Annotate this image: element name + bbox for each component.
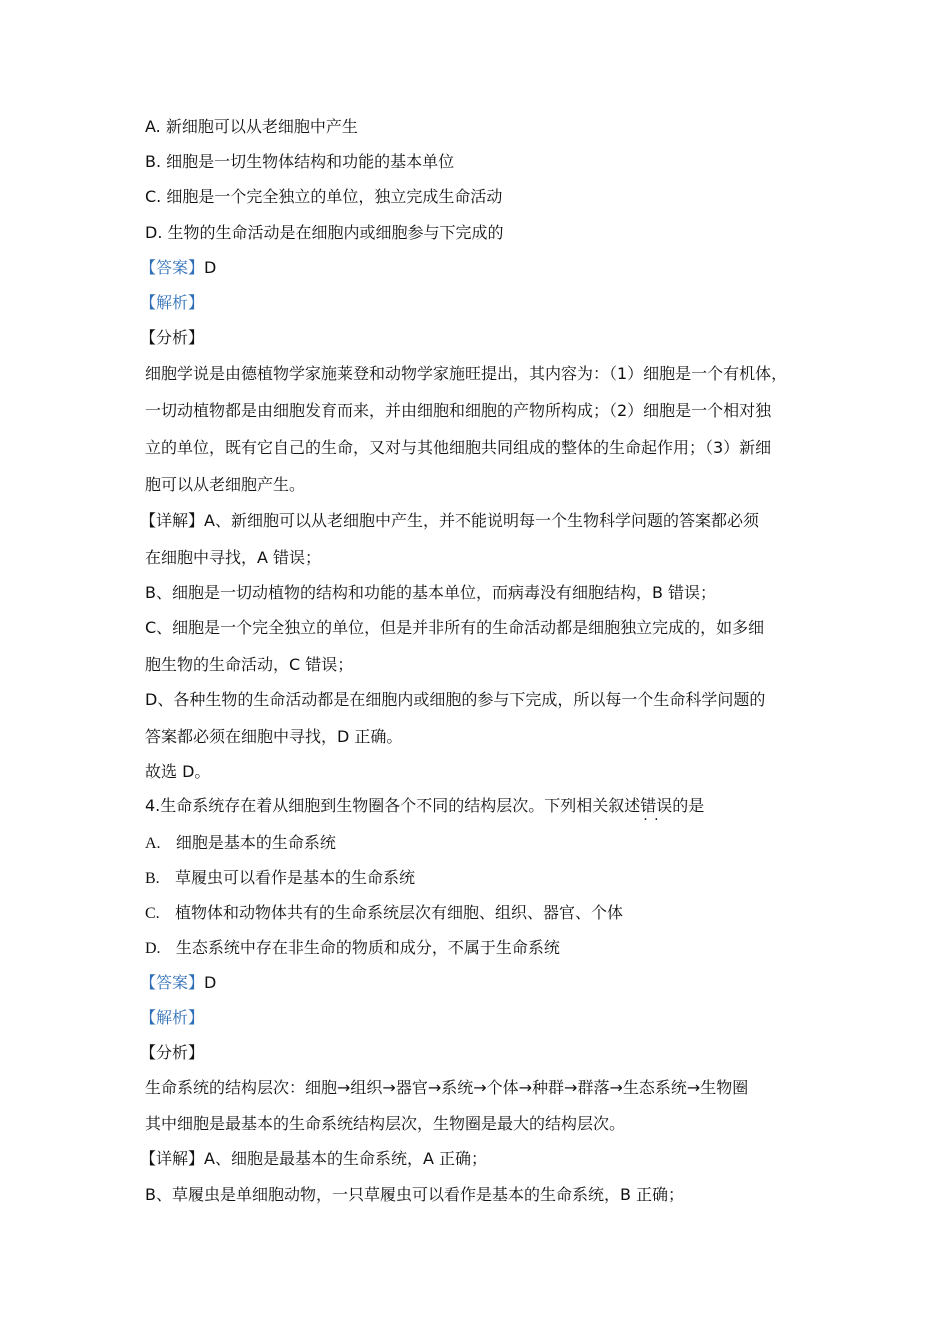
q4-stem — [145, 795, 704, 817]
q3-jiexi-label: 【解析】 — [140, 293, 205, 312]
q4-option-b-letter: B. — [145, 870, 160, 887]
q4-fenxi-label: 【分析】 — [140, 1043, 205, 1062]
q3-option-c: C. 细胞是一个完全独立的单位，独立完成生命活动 — [145, 187, 503, 206]
q4-answer-value: D — [204, 973, 217, 992]
q3-detail-line-5: 胞生物的生命活动，C 错误； — [145, 655, 354, 674]
q3-fenxi-line-3: 立的单位，既有它自己的生命，又对与其他细胞共同组成的整体的生命起作用；（3）新细 — [145, 438, 772, 457]
q4-option-c — [145, 902, 623, 925]
q4-option-c-letter: C. — [145, 905, 160, 922]
q3-detail-line-7: 答案都必须在细胞中寻找，D 正确。 — [145, 727, 403, 746]
q3-detail-line-3: B、细胞是一切动植物的结构和功能的基本单位，而病毒没有细胞结构，B 错误； — [145, 583, 717, 602]
q4-jiexi-label: 【解析】 — [140, 1008, 205, 1027]
q3-fenxi-line-1: 细胞学说是由德植物学家施莱登和动物学家施旺提出，其内容为：（1）细胞是一个有机体， — [145, 364, 788, 383]
q3-detail-line-6: D、各种生物的生命活动都是在细胞内或细胞的参与下完成，所以每一个生命科学问题的 — [145, 690, 766, 709]
q4-answer-label: 【答案】 — [140, 973, 205, 992]
q4-fenxi-line-2: 其中细胞是最基本的生命系统结构层次，生物圈是最大的结构层次。 — [145, 1114, 626, 1133]
q3-answer-label: 【答案】 — [140, 258, 205, 277]
q3-conclusion: 故选 D。 — [145, 762, 211, 781]
q4-stem-emphasis: 错误 · · — [640, 796, 672, 815]
q4-stem-after: 的是 — [672, 796, 705, 815]
q3-option-d: D. 生物的生命活动是在细胞内或细胞参与下完成的 — [145, 223, 504, 242]
q3-option-a: A. 新细胞可以从老细胞中产生 — [145, 117, 358, 136]
q3-fenxi-label: 【分析】 — [140, 328, 205, 347]
q4-option-a-letter: A. — [145, 835, 161, 852]
q3-detail-line-4: C、细胞是一个完全独立的单位，但是并非所有的生命活动都是细胞独立完成的，如多细 — [145, 618, 765, 637]
q4-fenxi-line-1: 生命系统的结构层次：细胞→组织→器官→系统→个体→种群→群落→生态系统→生物圈 — [145, 1078, 749, 1097]
q4-answer — [140, 972, 216, 994]
q4-option-a — [145, 832, 336, 855]
q3-option-b: B. 细胞是一切生物体结构和功能的基本单位 — [145, 152, 455, 171]
q3-fenxi-line-2: 一切动植物都是由细胞发育而来，并由细胞和细胞的产物所构成；（2）细胞是一个相对独 — [145, 401, 772, 420]
q4-option-c-text: 植物体和动物体共有的生命系统层次有细胞、组织、器官、个体 — [174, 903, 623, 922]
q4-stem-before: 4.生命系统存在着从细胞到生物圈各个不同的结构层次。下列相关叙述 — [145, 796, 641, 815]
q3-detail-line-2: 在细胞中寻找，A 错误； — [145, 548, 322, 567]
q4-detail-line-2: B、草履虫是单细胞动物，一只草履虫可以看作是基本的生命系统，B 正确； — [145, 1185, 685, 1204]
q3-detail-line-1: 【详解】A、新细胞可以从老细胞中产生，并不能说明每一个生物科学问题的答案都必须 — [140, 511, 759, 530]
q4-option-b-text: 草履虫可以看作是基本的生命系统 — [174, 868, 415, 887]
q3-fenxi-line-4: 胞可以从老细胞产生。 — [145, 475, 306, 494]
q4-option-d-text: 生态系统中存在非生命的物质和成分，不属于生命系统 — [175, 938, 560, 957]
q4-option-b — [145, 867, 415, 890]
q4-option-a-text: 细胞是基本的生命系统 — [175, 833, 336, 852]
q4-option-d-letter: D. — [145, 940, 161, 957]
q3-answer — [140, 257, 216, 279]
q4-detail-line-1: 【详解】A、细胞是最基本的生命系统，A 正确； — [140, 1149, 487, 1168]
q3-answer-value: D — [204, 258, 217, 277]
q4-option-d — [145, 937, 560, 960]
